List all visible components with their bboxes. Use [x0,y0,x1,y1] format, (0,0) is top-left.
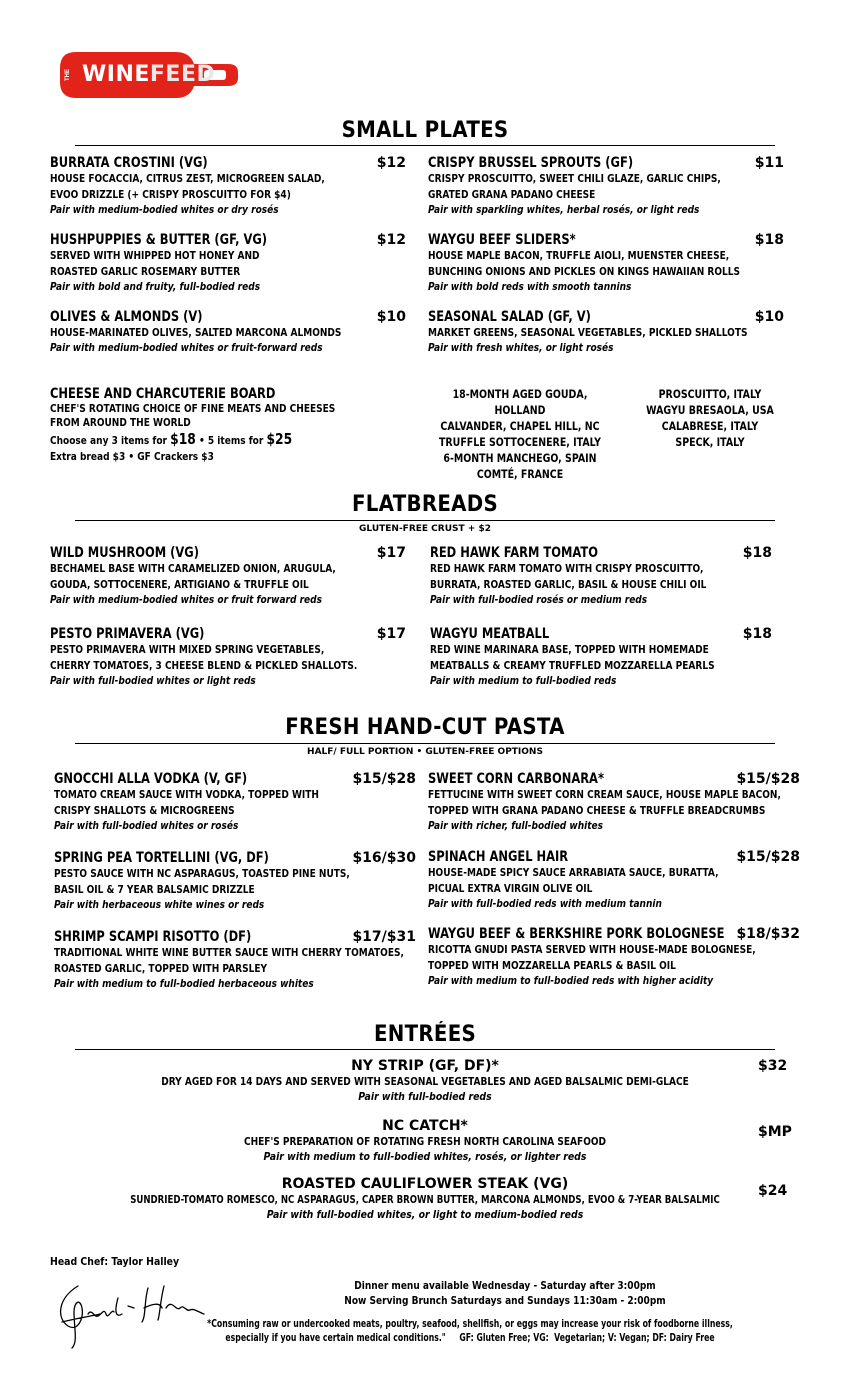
item-name: PESTO PRIMAVERA (VG) [50,626,205,642]
item-pairing: Pair with fresh whites, or light rosés [428,341,614,354]
item-pairing: Pair with full-bodied whites or rosés [54,819,239,832]
item-name: BURRATA CROSTINI (VG) [50,155,208,171]
item-desc: PESTO SAUCE WITH NC ASPARAGUS, TOASTED PINE NUTS, [54,867,350,880]
item-name: WAYGU BEEF SLIDERS* [428,232,576,248]
item-desc: ROASTED GARLIC ROSEMARY BUTTER [50,265,241,278]
item-pairing: Pair with full-bodied reds [358,1090,492,1103]
head-chef-label: Head Chef: Taylor Halley [50,1255,180,1268]
board-extras: Extra bread $3 • GF Crackers $3 [50,450,214,463]
item-name: GNOCCHI ALLA VODKA (V, GF) [54,771,248,787]
item-pairing: Pair with full-bodied reds with medium tannin [428,897,662,910]
item-price: $12 [376,155,406,171]
item-price: $18/$32 [736,926,800,942]
menu-item-beef-sliders [428,232,784,294]
meat-list [630,386,790,450]
menu-item-gnocchi [54,771,416,833]
menu-item-seasonal-salad [428,309,784,355]
meat-item: WAGYU BRESAOLA, USA [646,403,774,417]
item-desc: TRADITIONAL WHITE WINE BUTTER SAUCE WITH CHERRY TOMATOES, [54,946,404,959]
menu-item-charcuterie-board [50,386,380,464]
item-pairing: Pair with full-bodied whites, or light to medium-bodied reds [266,1208,584,1221]
item-name: CRISPY BRUSSEL SPROUTS (GF) [428,155,634,171]
menu-item-hushpuppies [50,232,406,294]
flatbreads-rule [75,520,775,521]
logo-wine-text: WINE [82,62,150,87]
flatbreads-note: GLUTEN-FREE CRUST + $2 [359,524,491,534]
item-price: $18 [742,545,772,561]
menu-item-shrimp-scampi-risotto [54,929,416,991]
item-name: RED HAWK FARM TOMATO [430,545,599,561]
item-desc: GRATED GRANA PADANO CHEESE [428,188,596,201]
item-price: $16/$30 [352,850,416,866]
item-price: $15/$28 [736,771,800,787]
item-desc: HOUSE FOCACCIA, CITRUS ZEST, MICROGREEN SALAD, [50,172,325,185]
item-name: WAYGU BEEF & BERKSHIRE PORK BOLOGNESE [428,926,725,942]
item-desc: PESTO PRIMAVERA WITH MIXED SPRING VEGETABLES, [50,643,325,656]
item-desc: FETTUCINE WITH SWEET CORN CREAM SAUCE, HOUSE MAPLE BACON, [428,788,781,801]
item-desc: CRISPY PROSCUITTO, SWEET CHILI GLAZE, GARLIC CHIPS, [428,172,721,185]
item-name: SPRING PEA TORTELLINI (VG, DF) [54,850,269,866]
item-desc: BECHAMEL BASE WITH CARAMELIZED ONION, ARUGULA, [50,562,336,575]
item-price: $10 [376,309,406,325]
item-desc: MARKET GREENS, SEASONAL VEGETABLES, PICKLED SHALLOTS [428,326,748,339]
item-pairing: Pair with bold reds with smooth tannins [428,280,632,293]
item-pairing: Pair with medium to full-bodied reds [430,674,617,687]
item-name: NC CATCH* [382,1118,468,1134]
menu-item-spinach-angel-hair [428,849,800,911]
item-name: SPINACH ANGEL HAIR [428,849,569,865]
item-price: $17 [376,545,406,561]
item-name: SEASONAL SALAD (GF, V) [428,309,591,325]
entrees-rule [75,1049,775,1050]
menu-item-spring-pea-tortellini [54,850,416,912]
item-desc: BASIL OIL & 7 YEAR BALSAMIC DRIZZLE [54,883,255,896]
small-plates-title: SMALL PLATES [341,118,509,143]
item-desc: HOUSE MAPLE BACON, TRUFFLE AIOLI, MUENSTER CHEESE, [428,249,730,262]
cheese-item: 18-MONTH AGED GOUDA, HOLLAND [452,387,588,417]
logo-feed-text: FEED [149,62,216,87]
item-name: WILD MUSHROOM (VG) [50,545,199,561]
menu-item-red-hawk-tomato [430,545,772,607]
menu-item-brussel-sprouts [428,155,784,217]
item-price: $17/$31 [352,929,416,945]
item-desc: SUNDRIED-TOMATO ROMESCO, NC ASPARAGUS, CAPER BROWN BUTTER, MARCONA ALMONDS, EVOO & 7-YEAR BALSALMIC [130,1193,720,1206]
menu-item-cauliflower-steak [0,1176,850,1221]
item-name: SHRIMP SCAMPI RISOTTO (DF) [54,929,252,945]
item-desc: SERVED WITH WHIPPED HOT HONEY AND [50,249,260,262]
item-pairing: Pair with medium-bodied whites or fruit forward reds [50,593,322,606]
dinner-hours-text: Dinner menu available Wednesday - Saturday after 3:00pm [354,1279,656,1292]
nc-catch-price: $MP [758,1124,792,1140]
menu-item-ny-strip [0,1058,850,1103]
board-price-3: $18 [170,430,196,448]
meat-item: CALABRESE, ITALY [661,419,759,433]
item-desc: CHEF'S ROTATING CHOICE OF FINE MEATS AND CHEESES [50,402,336,415]
menu-item-nc-catch [0,1118,850,1163]
entrees-title: ENTRÉES [373,1022,477,1047]
item-pairing: Pair with medium to full-bodied whites, rosés, or lighter reds [263,1150,587,1163]
logo-wordmark [82,62,215,87]
item-pairing: Pair with herbaceous white wines or reds [54,898,265,911]
item-pairing: Pair with medium-bodied whites or fruit-forward reds [50,341,323,354]
item-name: OLIVES & ALMONDS (V) [50,309,203,325]
meat-item: PROSCUITTO, ITALY [658,387,762,401]
item-desc: MEATBALLS & CREAMY TRUFFLED MOZZARELLA PEARLS [430,659,715,672]
item-pairing: Pair with full-bodied rosés or medium reds [430,593,648,606]
item-pairing: Pair with bold and fruity, full-bodied reds [50,280,261,293]
item-desc: FROM AROUND THE WORLD [50,416,191,429]
item-pairing: Pair with medium-bodied whites or dry rosés [50,203,279,216]
item-price: $11 [754,155,784,171]
menu-item-wagyu-meatball [430,626,772,688]
item-name: WAGYU MEATBALL [430,626,550,642]
menu-item-olives [50,309,406,355]
winefeed-logo [58,50,240,100]
item-price: $18 [754,232,784,248]
item-desc: BUNCHING ONIONS AND PICKLES ON KINGS HAWAIIAN ROLLS [428,265,741,278]
pasta-rule [75,743,775,744]
menu-item-wild-mushroom [50,545,406,607]
chef-signature [48,1278,208,1350]
item-name: NY STRIP (GF, DF)* [351,1058,499,1074]
item-desc: ROASTED GARLIC, TOPPED WITH PARSLEY [54,962,268,975]
item-desc: RICOTTA GNUDI PASTA SERVED WITH HOUSE-MADE BOLOGNESE, [428,943,756,956]
item-desc: RED WINE MARINARA BASE, TOPPED WITH HOMEMADE [430,643,709,656]
cheese-item: CALVANDER, CHAPEL HILL, NC [440,419,600,433]
item-desc: RED HAWK FARM TOMATO WITH CRISPY PROSCUITTO, [430,562,704,575]
item-pairing: Pair with medium to full-bodied herbaceous whites [54,977,314,990]
flatbreads-title: FLATBREADS [351,492,499,517]
item-pairing: Pair with richer, full-bodied whites [428,819,604,832]
item-desc: TOPPED WITH MOZZARELLA PEARLS & BASIL OIL [428,959,676,972]
cheese-list [420,386,620,482]
brunch-hours-text: Now Serving Brunch Saturdays and Sundays 11:30am - 2:00pm [344,1294,666,1307]
item-desc: HOUSE-MARINATED OLIVES, SALTED MARCONA ALMONDS [50,326,342,339]
item-price: $15/$28 [736,849,800,865]
item-desc: DRY AGED FOR 14 DAYS AND SERVED WITH SEASONAL VEGETABLES AND AGED BALSALMIC DEMI-GLACE [161,1075,689,1088]
menu-item-burrata [50,155,406,217]
disclaimer-line-1: *Consuming raw or undercooked meats, poultry, seafood, shellfish, or eggs may increase your risk of foodborne illness, [207,1318,733,1330]
disclaimer-line-2: especially if you have certain medical conditions." GF: Gluten Free; VG: Vegetarian; V: Vegan; DF: Dairy Free [225,1332,715,1344]
item-desc: CHERRY TOMATOES, 3 CHEESE BLEND & PICKLED SHALLOTS. [50,659,358,672]
item-price: $15/$28 [352,771,416,787]
board-price-5: $25 [266,430,293,448]
item-price: $12 [376,232,406,248]
item-desc: BURRATA, ROASTED GARLIC, BASIL & HOUSE CHILI OIL [430,578,707,591]
item-desc: EVOO DRIZZLE (+ CRISPY PROSCUITTO FOR $4) [50,188,291,201]
menu-item-pesto-primavera [50,626,406,688]
pasta-note: HALF/ FULL PORTION • GLUTEN-FREE OPTIONS [307,747,543,757]
item-pairing: Pair with medium to full-bodied reds with higher acidity [428,974,714,987]
pasta-title: FRESH HAND-CUT PASTA [285,715,565,740]
item-name: ROASTED CAULIFLOWER STEAK (VG) [281,1176,569,1192]
item-name: CHEESE AND CHARCUTERIE BOARD [50,386,276,402]
disclaimer [189,1317,751,1345]
cheese-item: TRUFFLE SOTTOCENERE, ITALY [438,435,602,449]
item-desc: TOMATO CREAM SAUCE WITH VODKA, TOPPED WITH [54,788,319,801]
item-price: $18 [742,626,772,642]
item-desc: PICUAL EXTRA VIRGIN OLIVE OIL [428,882,593,895]
board-choose-5-text: • 5 items for [195,434,264,447]
item-pairing: Pair with sparkling whites, herbal rosés, or light reds [428,203,700,216]
hours-info [296,1278,714,1308]
item-name: SWEET CORN CARBONARA* [428,771,604,787]
logo-the-text: THE [65,69,71,81]
item-desc: CRISPY SHALLOTS & MICROGREENS [54,804,235,817]
item-name: HUSHPUPPIES & BUTTER (GF, VG) [50,232,268,248]
item-desc: HOUSE-MADE SPICY SAUCE ARRABIATA SAUCE, BURATTA, [428,866,719,879]
menu-item-sweet-corn-carbonara [428,771,800,833]
cauliflower-steak-price: $24 [758,1183,788,1199]
item-price: $17 [376,626,406,642]
small-plates-rule [75,145,775,146]
board-pricing [50,430,321,450]
item-desc: GOUDA, SOTTOCENERE, ARTIGIANO & TRUFFLE OIL [50,578,309,591]
menu-item-bolognese [428,926,800,988]
item-desc: TOPPED WITH GRANA PADANO CHEESE & TRUFFLE BREADCRUMBS [428,804,766,817]
item-price: $10 [754,309,784,325]
item-pairing: Pair with full-bodied whites or light reds [50,674,256,687]
cheese-item: 6-MONTH MANCHEGO, SPAIN [443,451,597,465]
item-desc: CHEF'S PREPARATION OF ROTATING FRESH NORTH CAROLINA SEAFOOD [243,1135,607,1148]
meat-item: SPECK, ITALY [675,435,745,449]
cheese-item: COMTÉ, FRANCE [476,467,564,481]
ny-strip-price: $32 [758,1058,788,1074]
board-choose-3-text: Choose any 3 items for [50,434,168,447]
